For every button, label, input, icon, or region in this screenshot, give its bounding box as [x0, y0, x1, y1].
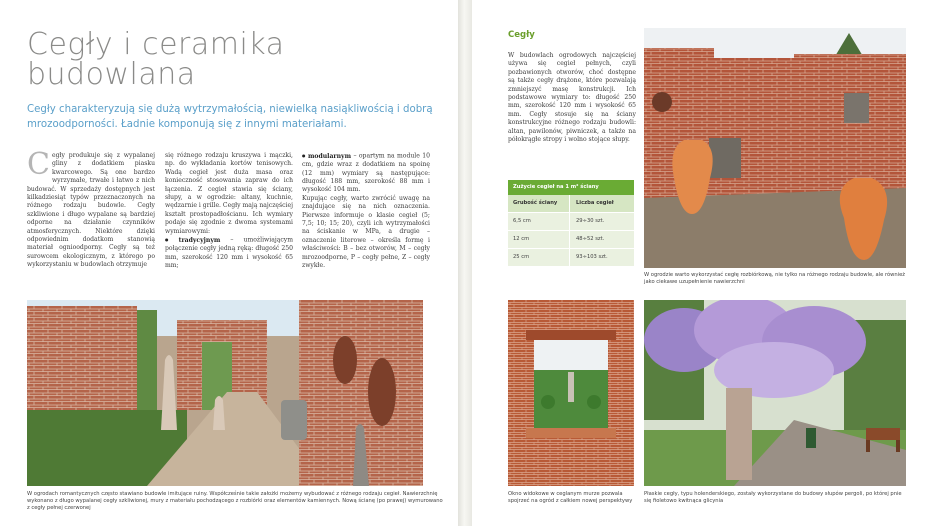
title-line-1: Cegły i ceramika — [27, 27, 285, 62]
col2-text-1: się różnego rodzaju kruszywa i mączki, np. do wykładania kortów tenisowych. Wadą cegieł jest duża masa oraz konieczność stosowania zapraw do ich łączenia. Z cegieł stawia się ściany, słupy, a w ogrodzie: altany, kuchnie, wędzarnie i grille. Cegły mają najczęściej kształt prostopadłościanu. Ich wymiary podaje się zgodnie z dwoma systemami wymiarowymi: — [165, 152, 293, 235]
table-cell: 25 cm — [513, 254, 530, 260]
table-cell: 93÷103 szt. — [569, 249, 634, 266]
brick-ruin-illustration — [644, 28, 906, 268]
brick-usage-table — [508, 180, 634, 267]
keyword-tradycyjnym: ● tradycyjnym — [165, 237, 220, 244]
col1-text: egły produkuje się z wypalanej gliny z dodatkiem piasku kwarcowego. Są one bardzo wyrzymałe, trwałe i łatwo z nich budować. W sprzedaży dostępnych jest kilkadziesiąt typów przeznaczonych na różnego rodzaju budowle. Cegły szkliwione i długo wypalane są bardziej odporne na działanie czynników atmosferycznych. Niektóre dzięki odpowiednim dodatkom stanowią materiał ognioodporny. Cegły są też surowcem ekologicznym, z którego po wykorzystaniu w budowlach otrzymuje — [27, 152, 155, 269]
window-wall-photo — [508, 300, 634, 486]
table-row — [508, 231, 634, 249]
ruin-garden-illustration — [27, 300, 423, 486]
table-row — [508, 213, 634, 231]
table-title: Zużycie cegieł na 1 m² ściany — [508, 180, 634, 195]
caption-ruins: W ogrodach romantycznych często stawiano budowle imitujące ruiny. Współcześnie takie założki możemy wybudować z różnego rodzaju cegieł. Nawierzchnię wykonano z długo wypalanej cegły szkliwionej, mury z materiału pochodzącego z rozbiórki oraz elementów kamiennych. Nową ścianę (po prawej) wymurowano z cegły pełnej czerwonej — [27, 491, 443, 512]
page-gutter — [458, 0, 472, 526]
right-body-text: W budowlach ogrodowych najczęściej używa się cegieł pełnych, czyli pozbawionych otworów, choć dostępne są także cegły drążone, które pozwalają zmniejszyć masę konstrukcji. Ich podstawowe wymiary to: długość 250 mm, szerokość 120 mm i wysokość 65 mm. Cegły stosuje się na ściany konstrukcyjne różnego rodzaju budowli: altan, pawilonów, piwniczek, a także na półokrągłe stropy i wolno stojące słupy. — [508, 52, 636, 144]
caption-window: Okno widokowe w ceglanym murze pozwala spojrzeć na ogród z całkiem nowej perspektywy — [508, 491, 633, 505]
section-heading: Cegły — [508, 30, 535, 40]
wisteria-pergola-photo — [644, 300, 906, 486]
text-column-1 — [27, 147, 155, 270]
caption-brick-ruin: W ogrodzie warto wykorzystać cegłę rozbiórkową, nie tylko na różnego rodzaju budowle, ale również jako ciekawe uzupełnienie nawierzchni — [644, 272, 906, 286]
col3-text-2: Kupując cegły, warto zwrócić uwagę na znajdujące się na nich oznaczenia. Pierwsze informuje o klasie cegieł (5; 7,5; 10; 15; 20), czyli ich wytrzymałości na ściskanie w MPa, a drugie – oznaczenie literowe – określa formę i właściwości: B – bez otworów, M – cegły mrozoodporne, P – cegły pełne, Z – cegły zwykłe. — [302, 194, 430, 269]
keyword-modularnym: ● modularnym — [302, 153, 351, 160]
brick-ruin-photo — [644, 28, 906, 268]
drop-cap: C — [27, 147, 50, 182]
text-column-3 — [302, 152, 430, 270]
article-title — [27, 27, 327, 92]
table-cell: 29÷30 szt. — [569, 213, 634, 230]
article-lead: Cegły charakteryzują się dużą wytrzymałością, niewielką nasiąkliwością i dobrą mrozoodporności. Ładnie komponują się z innymi materiałami. — [27, 104, 433, 130]
header-wall-thickness: Grubość ściany — [513, 200, 558, 206]
col2-text-2: – umożliwiającym połączenie cegły jedną ręką: długość 250 mm, szerokość 120 mm i wysokość 65 mm; — [165, 236, 293, 269]
title-line-2: budowlana — [27, 57, 196, 92]
right-text-column — [508, 52, 636, 144]
col3-text-1: – opartym na module 10 cm, gdzie wraz z dodatkiem na spoinę (12 mm) wymiary są następujące: długość 188 mm, szerokość 88 mm i wysokość 104 mm. — [302, 152, 430, 194]
caption-wisteria: Płaskie cegły, typu holenderskiego, zostały wykorzystane do budowy słupów pergoli, po której pnie się fioletowo kwitnąca glicynia — [644, 491, 902, 505]
header-brick-count: Liczba cegieł — [569, 195, 634, 212]
table-cell: 12 cm — [513, 236, 530, 242]
ruin-garden-photo — [27, 300, 423, 486]
text-column-2 — [165, 152, 293, 270]
table-cell: 48÷52 szt. — [569, 231, 634, 248]
right-page — [472, 0, 932, 526]
wisteria-pergola-illustration — [644, 300, 906, 486]
table-cell: 6,5 cm — [513, 218, 531, 224]
left-page — [0, 0, 458, 526]
window-wall-illustration — [508, 300, 634, 486]
table-header-row — [508, 195, 634, 213]
table-row — [508, 249, 634, 267]
